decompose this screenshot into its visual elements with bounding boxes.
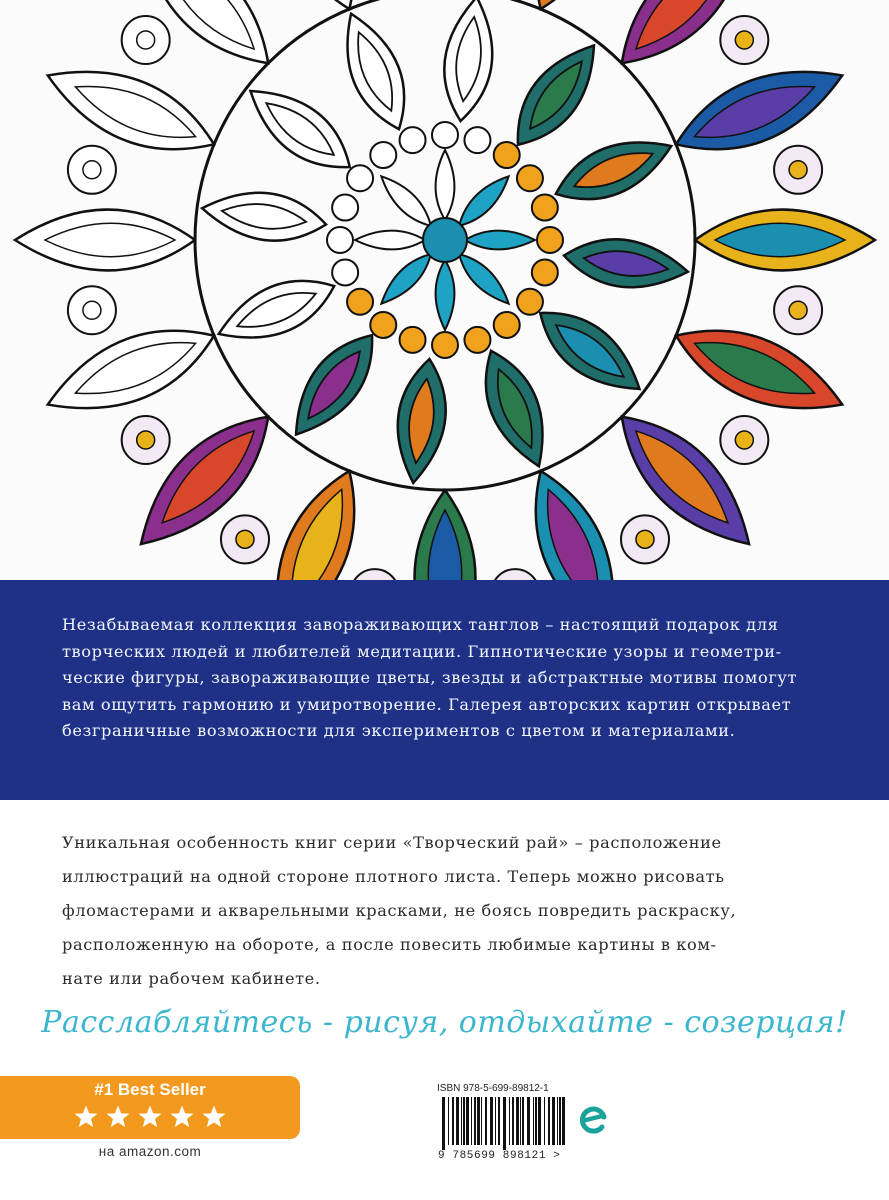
mandala-flower-center xyxy=(83,161,101,179)
mandala-illustration xyxy=(0,0,889,580)
mandala-flower-center xyxy=(137,431,155,449)
mandala-flower-center xyxy=(137,31,155,49)
mandala-bead xyxy=(464,327,490,353)
star-icon xyxy=(73,1104,99,1129)
description-line: ческие фигуры, завораживающие цветы, звезды и абстрактные мотивы помогут xyxy=(62,668,798,687)
mandala-bead xyxy=(332,259,358,285)
barcode xyxy=(440,1097,570,1150)
feature-line: расположенную на обороте, а после повесить любимые картины в ком- xyxy=(62,935,717,954)
mandala-bead xyxy=(347,165,373,191)
bestseller-badge xyxy=(0,1076,300,1139)
badge-title: #1 Best Seller xyxy=(94,1080,206,1099)
badge-caption: на amazon.com xyxy=(98,1144,202,1159)
mandala-bead xyxy=(432,122,458,148)
feature-text xyxy=(62,826,832,996)
mandala-bead xyxy=(332,195,358,221)
mandala-bead xyxy=(537,227,563,253)
mandala-bead xyxy=(464,127,490,153)
star-icon xyxy=(137,1104,163,1129)
publisher-logo-icon xyxy=(578,1105,608,1135)
mandala-flower-center xyxy=(789,301,807,319)
feature-line: фломастерами и акварельными красками, не боясь повредить раскраску, xyxy=(62,901,737,920)
mandala-bead xyxy=(517,289,543,315)
mandala-bead xyxy=(532,195,558,221)
barcode-digits: 9 785699 898121 > xyxy=(438,1150,561,1162)
mandala-bead xyxy=(532,259,558,285)
description-line: вам ощутить гармонию и умиротворение. Галерея авторских картин открывает xyxy=(62,694,792,714)
tagline: Расслабляйтесь - рисуя, отдыхайте - созерцая! xyxy=(41,1005,848,1040)
mandala-flower-center xyxy=(83,301,101,319)
mandala-bead xyxy=(347,289,373,315)
mandala-bead xyxy=(327,227,353,253)
mandala-bead xyxy=(370,312,396,338)
feature-line: иллюстраций на одной стороне плотного листа. Теперь можно рисовать xyxy=(62,867,725,886)
star-icon xyxy=(105,1104,131,1129)
rating-stars xyxy=(0,1104,300,1133)
mandala-flower-center xyxy=(236,530,254,548)
mandala-bead xyxy=(494,142,520,168)
mandala-bead xyxy=(432,332,458,358)
mandala-bead xyxy=(494,312,520,338)
mandala-bead xyxy=(370,142,396,168)
mandala-flower-center xyxy=(735,431,753,449)
description-text xyxy=(62,612,832,745)
mandala-flower-center xyxy=(735,31,753,49)
mandala-bead xyxy=(400,127,426,153)
description-line: безграничные возможности для экспериментов с цветом и материалами. xyxy=(62,721,736,740)
mandala-center xyxy=(423,218,467,262)
description-line: творческих людей и любителей медитации. Гипнотические узоры и геометри- xyxy=(62,641,782,661)
mandala-bead xyxy=(400,327,426,353)
mandala-flower-center xyxy=(636,530,654,548)
isbn-label: ISBN 978-5-699-89812-1 xyxy=(437,1083,549,1094)
mandala-flower-center xyxy=(789,161,807,179)
star-icon xyxy=(169,1104,195,1129)
mandala-bead xyxy=(517,165,543,191)
description-line: Незабываемая коллекция завораживающих танглов – настоящий подарок для xyxy=(62,615,779,634)
star-icon xyxy=(201,1104,227,1129)
feature-line: Уникальная особенность книг серии «Творческий рай» – расположение xyxy=(62,833,722,852)
mandala-artwork xyxy=(0,0,889,580)
feature-line: нате или рабочем кабинете. xyxy=(62,969,321,988)
